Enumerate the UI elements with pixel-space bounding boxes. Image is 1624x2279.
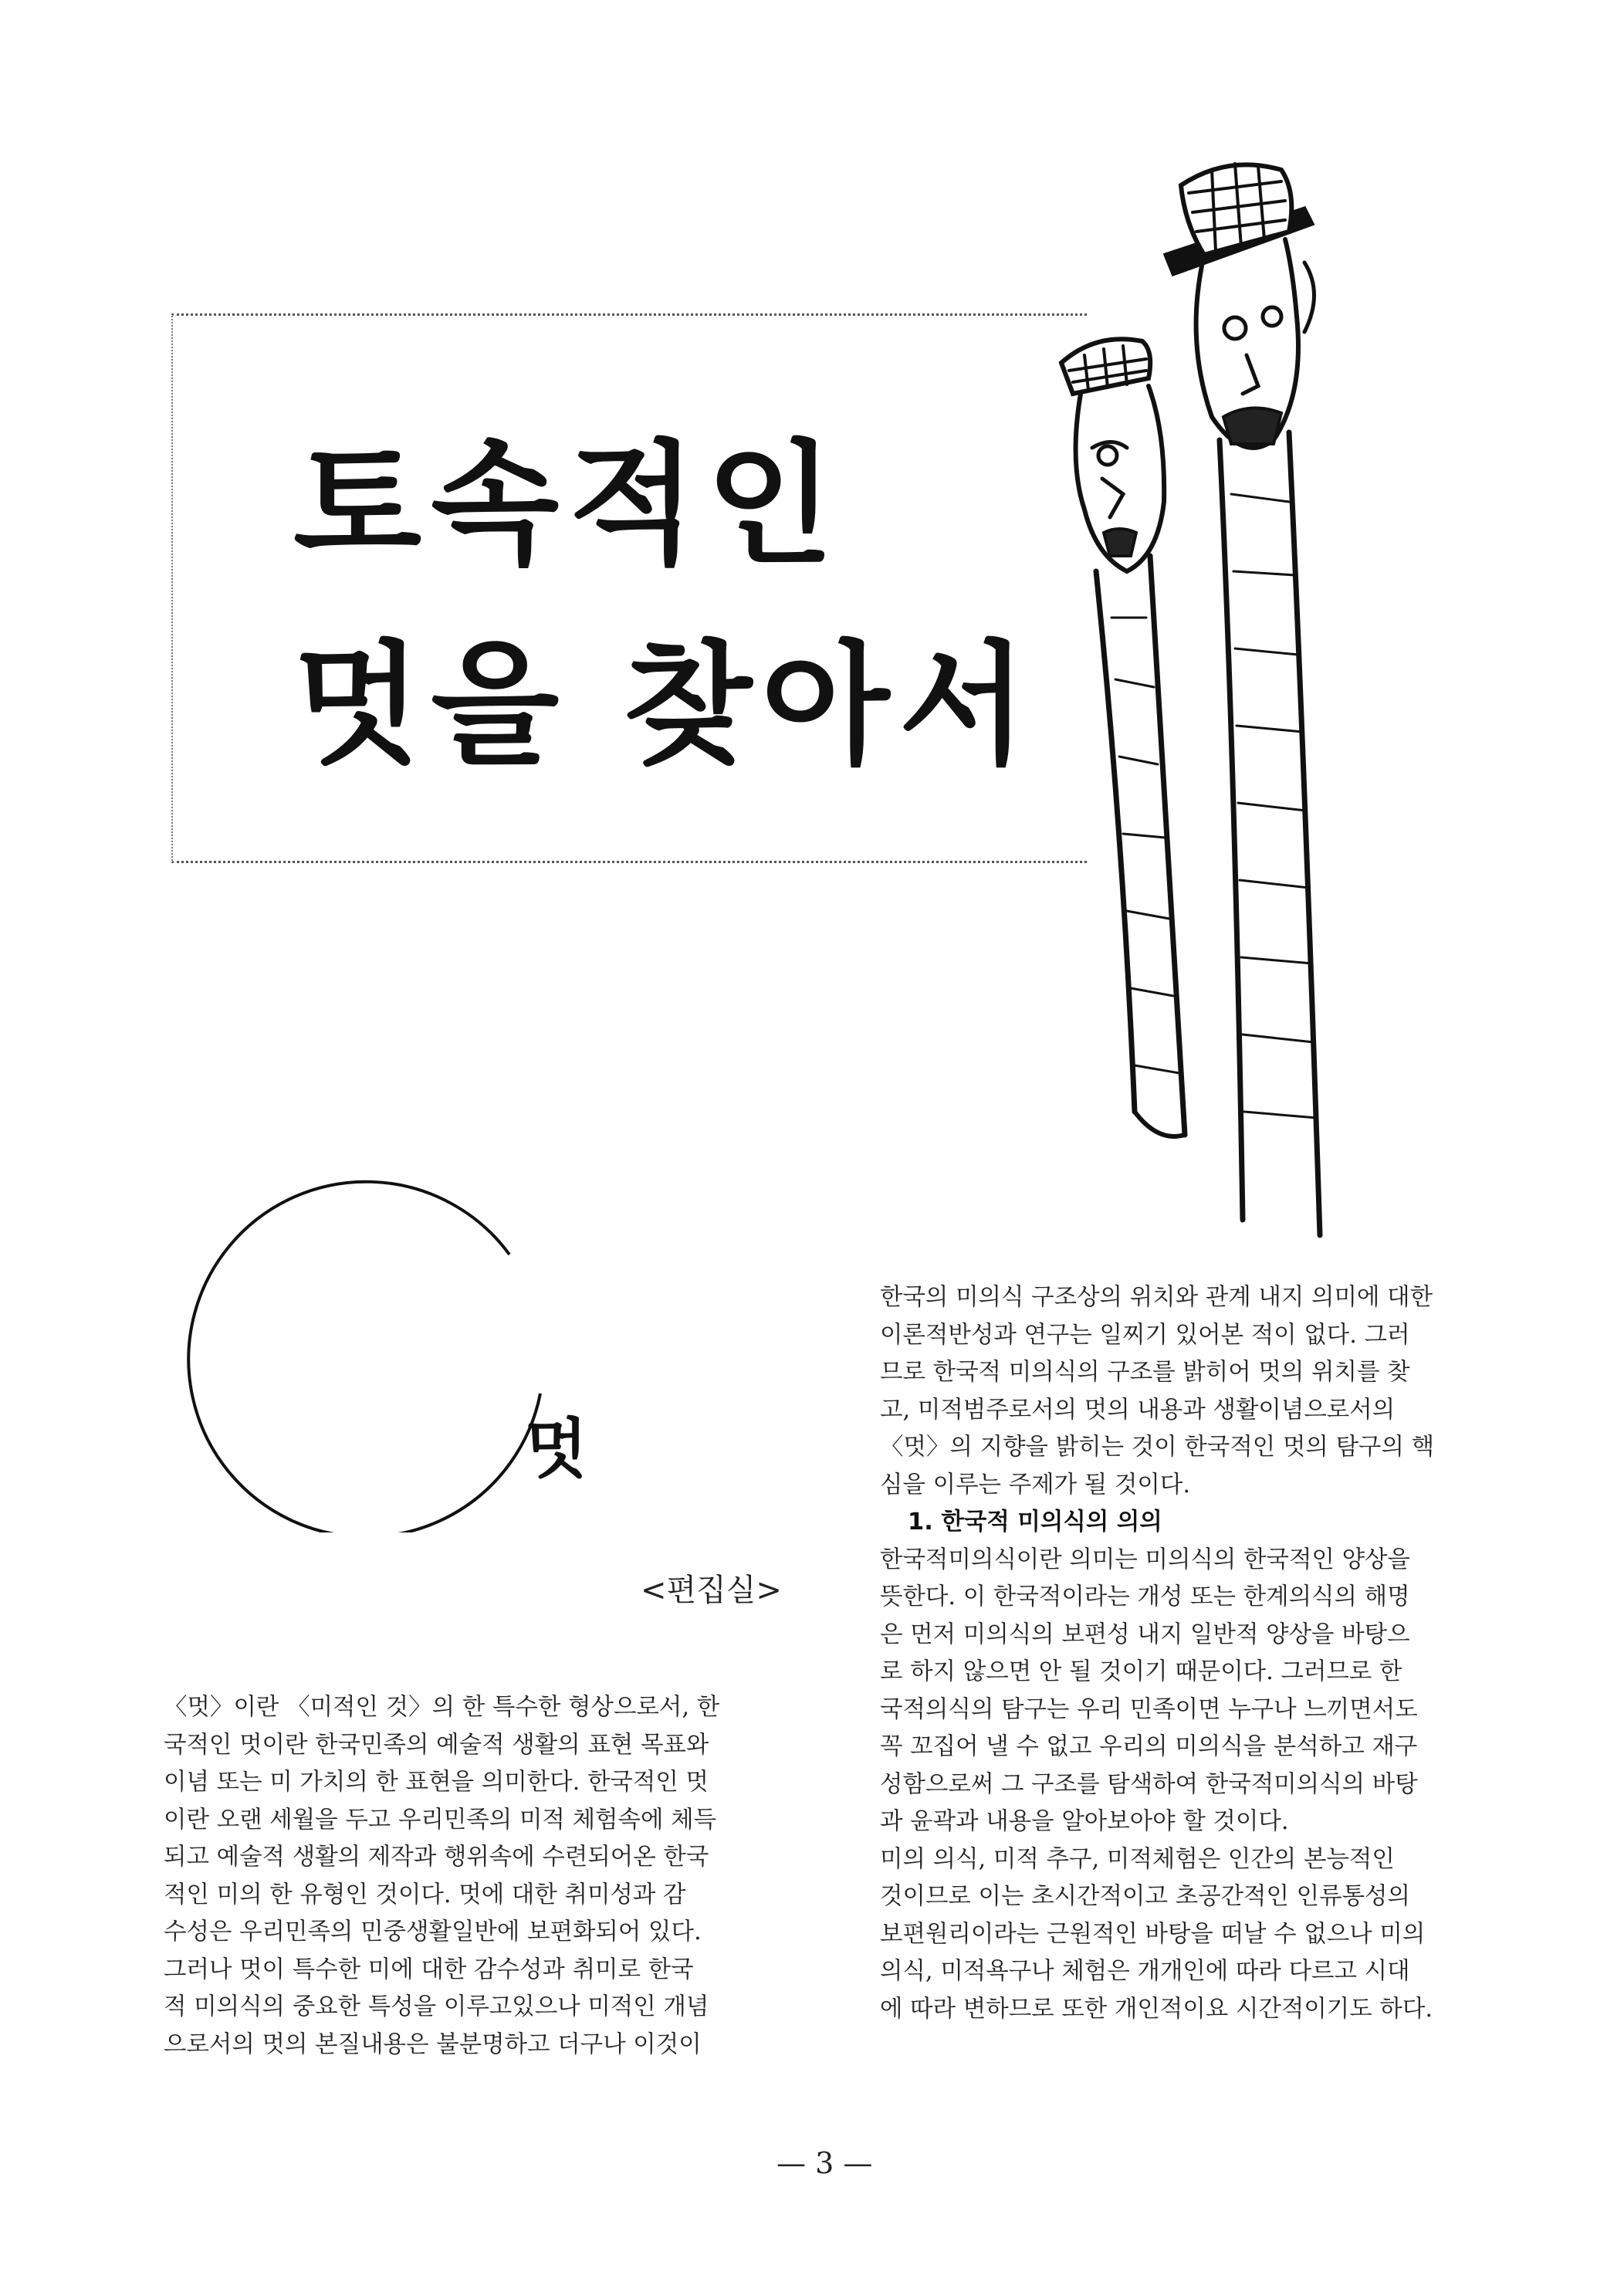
- right-totem: [1166, 164, 1320, 1235]
- left-line: 적 미의식의 중요한 특성을 이루고있으나 미적인 개념: [164, 1993, 709, 2020]
- left-line: 〈멋〉이란 〈미적인 것〉의 한 특수한 형상으로서, 한: [164, 1694, 720, 1721]
- right-line: 로 하지 않으면 안 될 것이기 때문이다. 그러므로 한: [880, 1658, 1402, 1685]
- right-line: 에 따라 변하므로 또한 개인적이요 시간적이기도 하다.: [880, 1995, 1433, 2023]
- section-heading: 1. 한국적 미의식의 의의: [908, 1509, 1162, 1536]
- right-line: 국적의식의 탐구는 우리 민족이면 누구나 느끼면서도: [880, 1695, 1418, 1723]
- right-line: 것이므로 이는 초시간적이고 초공간적인 인류통성의: [880, 1883, 1410, 1910]
- right-line: 이론적반성과 연구는 일찌기 있어본 적이 없다. 그러: [880, 1321, 1410, 1349]
- page-number: — 3 —: [776, 2146, 873, 2180]
- right-line: 므로 한국적 미의식의 구조를 밝히어 멋의 위치를 찾: [880, 1359, 1410, 1386]
- right-line: 〈멋〉의 지향을 밝히는 것이 한국적인 멋의 탐구의 핵: [880, 1434, 1435, 1461]
- right-line: 한국적미의식이란 의미는 미의식의 한국적인 양상을: [880, 1546, 1410, 1573]
- decorative-circle: [178, 1162, 563, 1532]
- left-line: 으로서의 멋의 본질내용은 불분명하고 더구나 이것이: [164, 2030, 702, 2058]
- right-line: 보편원리이라는 근원적인 바탕을 떠날 수 없으나 미의: [880, 1920, 1426, 1948]
- right-line: 과 윤곽과 내용을 알아보아야 할 것이다.: [880, 1808, 1289, 1835]
- right-line: 의식, 미적욕구나 체험은 개개인에 따라 다르고 시대: [880, 1958, 1410, 1985]
- right-line: 고, 미적범주로서의 멋의 내용과 생활이념으로서의: [880, 1396, 1396, 1424]
- right-line: 꼭 꼬집어 낼 수 없고 우리의 미의식을 분석하고 재구: [880, 1733, 1418, 1760]
- left-totem: [1061, 339, 1185, 1136]
- left-line: 국적인 멋이란 한국민족의 예술적 생활의 표현 목표와: [164, 1731, 709, 1759]
- byline: <편집실>: [641, 1573, 782, 1608]
- right-line: 한국의 미의식 구조상의 위치와 관계 내지 의미에 대한: [880, 1284, 1433, 1311]
- jangseung-illustration: [1050, 139, 1559, 1243]
- left-line: 수성은 우리민족의 민중생활일반에 보편화되어 있다.: [164, 1918, 702, 1945]
- left-line: 이란 오랜 세월을 두고 우리민족의 미적 체험속에 체득: [164, 1806, 717, 1834]
- title-line-2: 멋을 찾아서: [293, 628, 1037, 783]
- left-line: 그러나 멋이 특수한 미에 대한 감수성과 취미로 한국: [164, 1956, 694, 1983]
- title-line-1: 토속적인: [293, 427, 844, 582]
- left-column: [164, 1689, 827, 2064]
- right-line: 심을 이루는 주제가 될 것이다.: [880, 1471, 1191, 1498]
- right-column: [880, 1279, 1551, 2028]
- right-line: 성함으로써 그 구조를 탐색하여 한국적미의식의 바탕: [880, 1770, 1418, 1798]
- right-line: 미의 의식, 미적 추구, 미적체험은 인간의 본능적인: [880, 1845, 1395, 1873]
- right-line: 은 먼저 미의식의 보편성 내지 일반적 양상을 바탕으: [880, 1620, 1410, 1648]
- right-line: 뜻한다. 이 한국적이라는 개성 또는 한계의식의 해명: [880, 1583, 1410, 1610]
- left-line: 이념 또는 미 가치의 한 표현을 의미한다. 한국적인 멋: [164, 1769, 709, 1796]
- section-title-meot: 멋: [525, 1411, 588, 1487]
- left-line: 되고 예술적 생활의 제작과 행위속에 수련되어온 한국: [164, 1844, 709, 1871]
- left-line: 적인 미의 한 유형인 것이다. 멋에 대한 취미성과 감: [164, 1881, 686, 1908]
